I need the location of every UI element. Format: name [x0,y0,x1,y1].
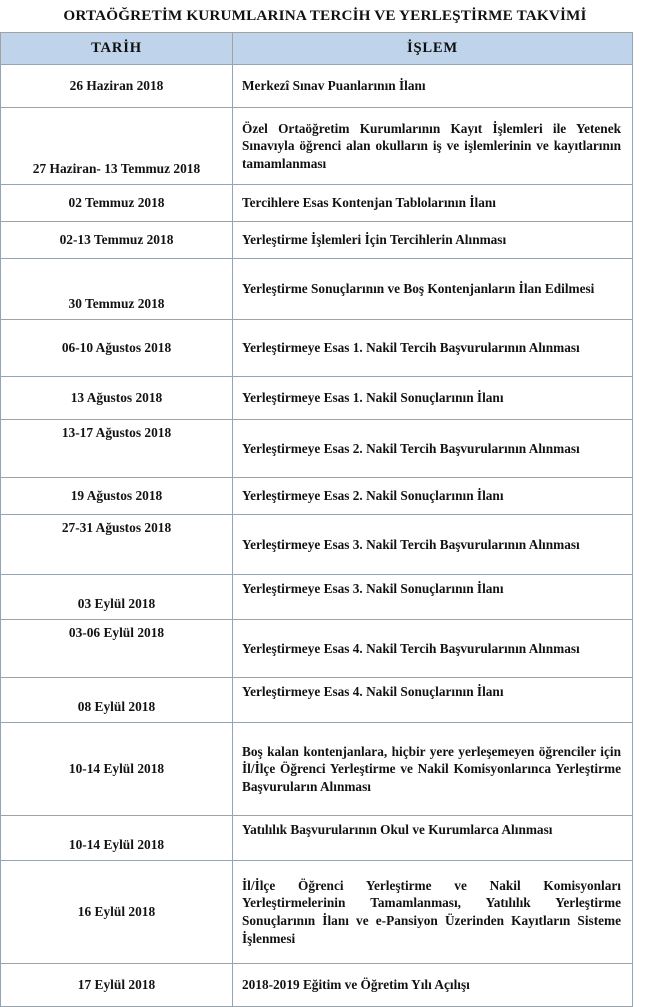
calendar-table [0,32,633,1007]
table-row [1,65,633,108]
table-row [1,259,633,320]
table-row [1,222,633,259]
cell-action: Yerleştirme Sonuçlarının ve Boş Kontenjanların İlan Edilmesi [233,259,633,320]
table-row [1,478,633,515]
cell-action: Yerleştirmeye Esas 4. Nakil Tercih Başvurularının Alınması [233,620,633,678]
cell-date: 10-14 Eylül 2018 [1,723,233,816]
table-row [1,620,633,678]
cell-date: 19 Ağustos 2018 [1,478,233,515]
cell-date: 17 Eylül 2018 [1,964,233,1007]
table-header-row [1,33,633,65]
cell-date: 30 Temmuz 2018 [1,259,233,320]
cell-date: 27-31 Ağustos 2018 [1,515,233,575]
cell-action: İl/İlçe Öğrenci Yerleştirme ve Nakil Komisyonları Yerleştirmelerinin Tamamlanması, Yatılılık Yerleştirme Sonuçlarının İlanı ve e-Pansiyon Üzerinden Kayıtların Sisteme İşlenmesi [233,861,633,964]
cell-action: Merkezî Sınav Puanlarının İlanı [233,65,633,108]
cell-action: Yerleştirmeye Esas 1. Nakil Tercih Başvurularının Alınması [233,320,633,377]
table-row [1,861,633,964]
cell-action: Yerleştirmeye Esas 1. Nakil Sonuçlarının İlanı [233,377,633,420]
cell-action: Boş kalan kontenjanlara, hiçbir yere yerleşemeyen öğrenciler için İl/İlçe Öğrenci Yerleştirme ve Nakil Komisyonlarınca Yerleştirme Başvuruların Alınması [233,723,633,816]
column-header-action: İŞLEM [233,33,633,65]
cell-date: 03-06 Eylül 2018 [1,620,233,678]
cell-action: Tercihlere Esas Kontenjan Tablolarının İlanı [233,185,633,222]
table-row [1,678,633,723]
cell-date: 02 Temmuz 2018 [1,185,233,222]
cell-date: 03 Eylül 2018 [1,575,233,620]
cell-date: 16 Eylül 2018 [1,861,233,964]
cell-action: Yerleştirmeye Esas 3. Nakil Tercih Başvurularının Alınması [233,515,633,575]
table-row [1,320,633,377]
table-row [1,377,633,420]
cell-action: Yerleştirmeye Esas 4. Nakil Sonuçlarının İlanı [233,678,633,723]
cell-date: 13 Ağustos 2018 [1,377,233,420]
page-title: ORTAÖĞRETİM KURUMLARINA TERCİH VE YERLEŞTİRME TAKVİMİ [63,7,587,24]
cell-date: 06-10 Ağustos 2018 [1,320,233,377]
table-row [1,420,633,478]
cell-date: 13-17 Ağustos 2018 [1,420,233,478]
cell-action: Yerleştirmeye Esas 2. Nakil Tercih Başvurularının Alınması [233,420,633,478]
cell-date: 08 Eylül 2018 [1,678,233,723]
cell-action: Yerleştirme İşlemleri İçin Tercihlerin Alınması [233,222,633,259]
cell-action: Özel Ortaöğretim Kurumlarının Kayıt İşlemleri ile Yetenek Sınavıyla öğrenci alan okulların iş ve işlemlerinin ve kayıtlarının tamamlanması [233,108,633,185]
cell-action: Yatılılık Başvurularının Okul ve Kurumlarca Alınması [233,816,633,861]
cell-date: 26 Haziran 2018 [1,65,233,108]
cell-action: 2018-2019 Eğitim ve Öğretim Yılı Açılışı [233,964,633,1007]
cell-date: 02-13 Temmuz 2018 [1,222,233,259]
cell-date: 10-14 Eylül 2018 [1,816,233,861]
table-row [1,108,633,185]
table-row [1,816,633,861]
cell-action: Yerleştirmeye Esas 2. Nakil Sonuçlarının İlanı [233,478,633,515]
table-row [1,515,633,575]
table-row [1,723,633,816]
table-body [1,65,633,1007]
column-header-date: TARİH [1,33,233,65]
table-row [1,575,633,620]
cell-action: Yerleştirmeye Esas 3. Nakil Sonuçlarının İlanı [233,575,633,620]
table-row [1,185,633,222]
cell-date: 27 Haziran- 13 Temmuz 2018 [1,108,233,185]
table-row [1,964,633,1007]
table-header [1,33,633,65]
